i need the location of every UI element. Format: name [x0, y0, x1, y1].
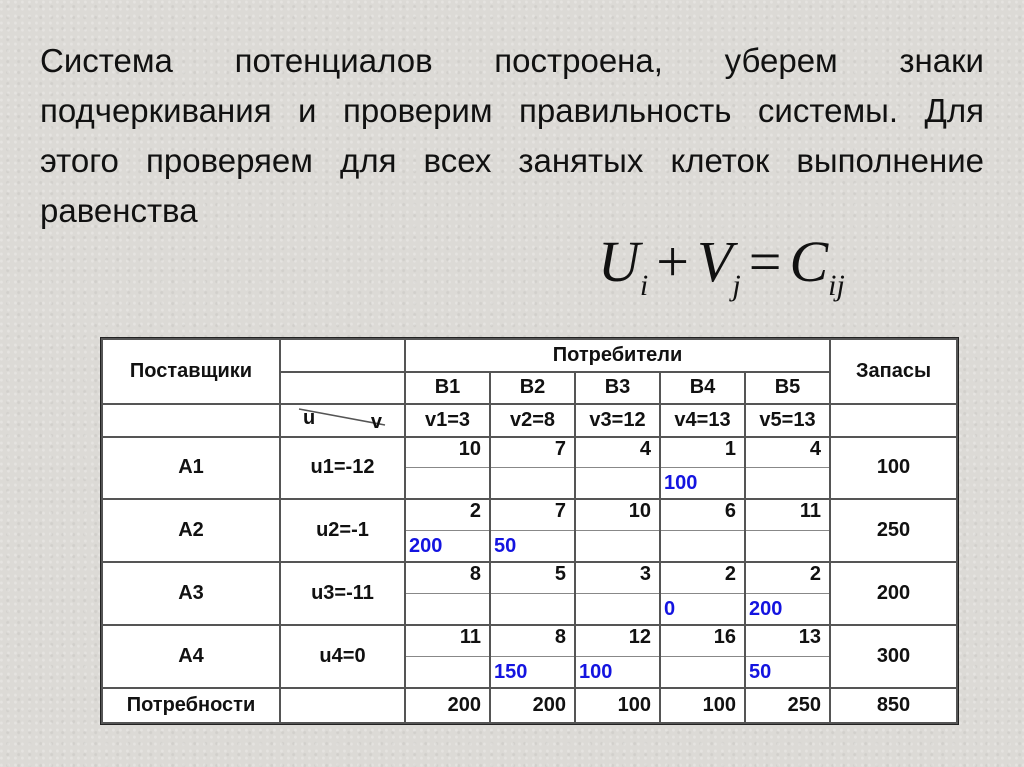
total-cell: 850 — [830, 688, 957, 723]
demand-cell: 100 — [660, 688, 745, 723]
cost-cell: 2 — [745, 562, 830, 593]
formula-i: i — [639, 269, 649, 302]
allocation-cell — [405, 657, 490, 688]
allocation-cell — [660, 531, 745, 562]
allocation-cell — [745, 468, 830, 499]
consumer-name: B5 — [745, 372, 830, 405]
allocation-cell: 200 — [405, 531, 490, 562]
uv-corner-cell — [280, 404, 405, 437]
empty-cell — [280, 688, 405, 723]
cost-cell: 10 — [575, 499, 660, 530]
stock-header: Запасы — [830, 339, 957, 404]
empty-header-cell — [280, 339, 405, 372]
stock-cell: 300 — [830, 625, 957, 688]
allocation-cell: 100 — [660, 468, 745, 499]
cost-cell: 10 — [405, 437, 490, 468]
formula-j: j — [732, 269, 741, 302]
paragraph-text: Система потенциалов построена, уберем знаки подчеркивания и проверим правильность системы. Для этого проверяем для всех занятых клеток выполнение равенства — [40, 42, 984, 229]
consumer-name: B4 — [660, 372, 745, 405]
formula-plus: + — [656, 229, 689, 294]
cost-cell: 8 — [490, 625, 575, 656]
cost-cell: 16 — [660, 625, 745, 656]
supplier-name: A3 — [102, 562, 280, 625]
formula-u: U — [598, 229, 640, 294]
cost-cell: 6 — [660, 499, 745, 530]
stock-cell: 200 — [830, 562, 957, 625]
allocation-cell: 100 — [575, 657, 660, 688]
supplier-name: A4 — [102, 625, 280, 688]
cost-cell: 2 — [660, 562, 745, 593]
diagonal-line — [281, 405, 406, 437]
consumer-potential: v4=13 — [660, 404, 745, 437]
cost-cell: 4 — [575, 437, 660, 468]
supplier-potential: u2=-1 — [280, 499, 405, 562]
cost-cell: 11 — [745, 499, 830, 530]
allocation-cell — [490, 468, 575, 499]
v-label: v — [370, 411, 382, 433]
demand-cell: 200 — [490, 688, 575, 723]
cost-cell: 11 — [405, 625, 490, 656]
allocation-cell: 150 — [490, 657, 575, 688]
allocation-cell — [405, 468, 490, 499]
allocation-cell: 50 — [490, 531, 575, 562]
cost-cell: 3 — [575, 562, 660, 593]
cost-cell: 8 — [405, 562, 490, 593]
suppliers-header: Поставщики — [102, 339, 280, 404]
cost-cell: 1 — [660, 437, 745, 468]
cost-cell: 7 — [490, 437, 575, 468]
allocation-cell — [490, 594, 575, 625]
demand-label: Потребности — [102, 688, 280, 723]
formula-c: C — [789, 229, 829, 294]
stock-cell: 250 — [830, 499, 957, 562]
empty-header-cell — [280, 372, 405, 405]
consumers-header: Потребители — [405, 339, 830, 372]
cost-cell: 13 — [745, 625, 830, 656]
supplier-potential: u1=-12 — [280, 437, 405, 500]
cost-cell: 2 — [405, 499, 490, 530]
consumer-name: B1 — [405, 372, 490, 405]
transport-table — [100, 337, 959, 725]
cost-cell: 12 — [575, 625, 660, 656]
allocation-cell — [405, 594, 490, 625]
cost-cell: 5 — [490, 562, 575, 593]
formula-v: V — [696, 229, 733, 294]
allocation-cell — [745, 531, 830, 562]
empty-cell — [102, 404, 280, 437]
allocation-cell — [575, 531, 660, 562]
allocation-cell — [660, 657, 745, 688]
allocation-cell: 200 — [745, 594, 830, 625]
formula-eq: = — [748, 229, 782, 294]
u-label: u — [303, 407, 316, 429]
potentials-formula — [598, 228, 845, 303]
consumer-potential: v1=3 — [405, 404, 490, 437]
cost-cell: 7 — [490, 499, 575, 530]
consumer-potential: v3=12 — [575, 404, 660, 437]
supplier-name: A1 — [102, 437, 280, 500]
stock-cell: 100 — [830, 437, 957, 500]
allocation-cell: 50 — [745, 657, 830, 688]
formula-ij: ij — [828, 269, 845, 302]
demand-cell: 100 — [575, 688, 660, 723]
allocation-cell — [575, 594, 660, 625]
demand-cell: 250 — [745, 688, 830, 723]
demand-cell: 200 — [405, 688, 490, 723]
consumer-name: B3 — [575, 372, 660, 405]
supplier-name: A2 — [102, 499, 280, 562]
consumer-potential: v5=13 — [745, 404, 830, 437]
consumer-potential: v2=8 — [490, 404, 575, 437]
supplier-potential: u4=0 — [280, 625, 405, 688]
allocation-cell — [575, 468, 660, 499]
empty-cell — [830, 404, 957, 437]
allocation-cell: 0 — [660, 594, 745, 625]
consumer-name: B2 — [490, 372, 575, 405]
supplier-potential: u3=-11 — [280, 562, 405, 625]
cost-cell: 4 — [745, 437, 830, 468]
